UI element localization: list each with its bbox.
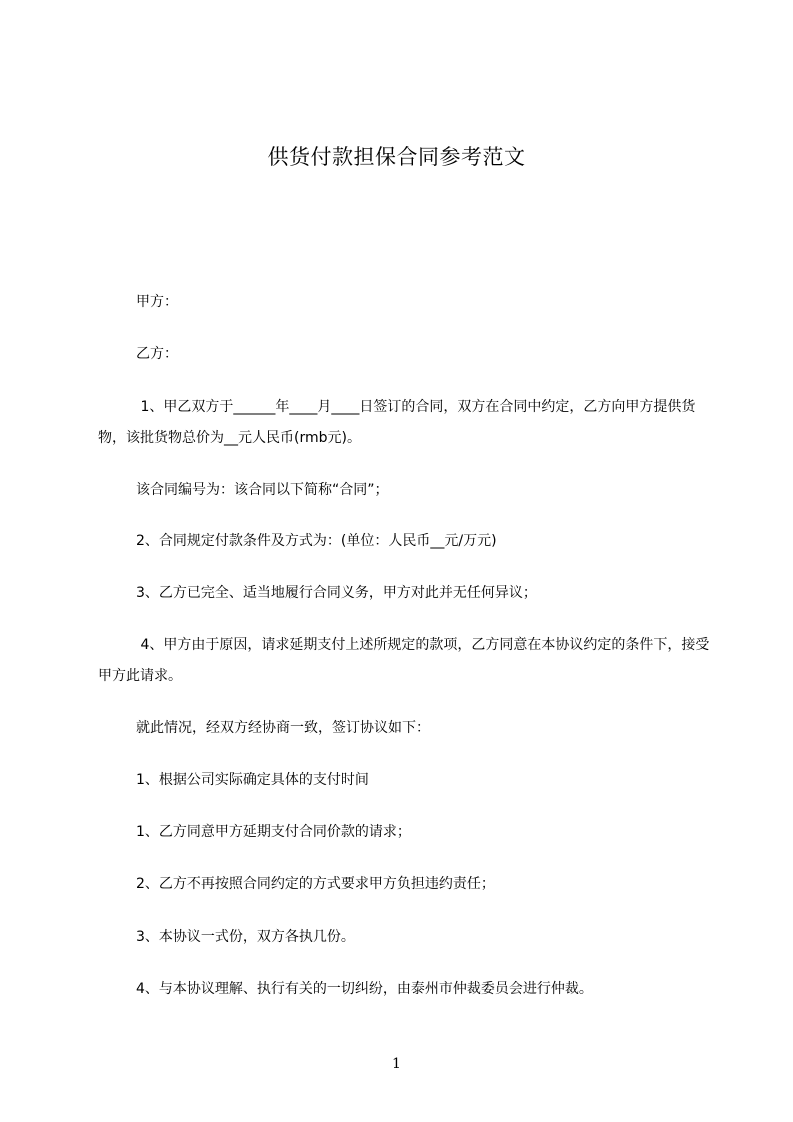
- paragraph-4: 3、乙方已完全、适当地履行合同义务，甲方对此并无任何异议；: [136, 585, 537, 601]
- paragraph-7: 1、根据公司实际确定具体的支付时间: [136, 772, 369, 788]
- document-title: 供货付款担保合同参考范文: [267, 145, 526, 169]
- paragraph-5: 4、甲方由于原因，请求延期支付上述所规定的款项，乙方同意在本协议约定的条件下，接受甲方此请求。: [98, 637, 710, 684]
- paragraph-9: 2、乙方不再按照合同约定的方式要求甲方负担违约责任；: [136, 876, 495, 892]
- paragraph-11: 4、与本协议理解、执行有关的一切纠纷，由泰州市仲裁委员会进行仲裁。: [136, 981, 593, 997]
- paragraph-2: 该合同编号为：该合同以下简称“合同”；: [136, 482, 389, 498]
- paragraph-3: 2、合同规定付款条件及方式为：(单位：人民币__元/万元): [136, 533, 497, 549]
- paragraph-10: 3、本协议一式份，双方各执几份。: [136, 929, 355, 945]
- party-a-line: 甲方：: [136, 294, 178, 310]
- paragraph-6: 就此情况，经双方经协商一致，签订协议如下：: [136, 720, 430, 736]
- page-number: 1: [392, 1056, 401, 1072]
- party-b-line: 乙方：: [136, 346, 178, 362]
- paragraph-8: 1、乙方同意甲方延期支付合同价款的请求；: [136, 824, 411, 840]
- paragraph-1: 1、甲乙双方于______年____月____日签订的合同，双方在合同中约定，乙方向甲方提供货物，该批货物总价为__元人民币(rmb元)。: [98, 399, 696, 446]
